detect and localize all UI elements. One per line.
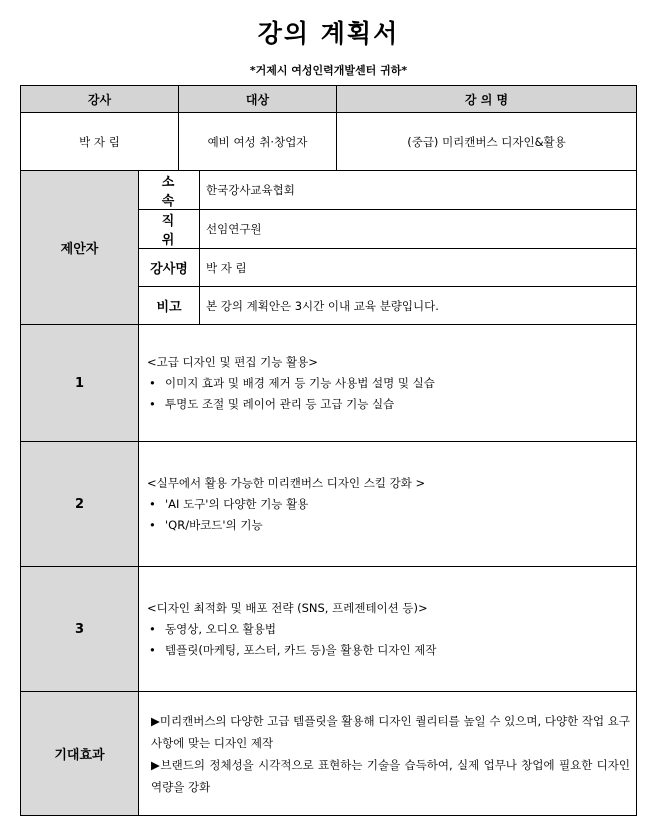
header-row <box>21 86 637 113</box>
affiliation-value: 한국강사교육협회 <box>200 171 637 210</box>
session-row-1 <box>21 325 637 442</box>
affiliation-label: 소 속 <box>139 171 200 210</box>
list-item: • 템플릿(마케팅, 포스터, 카드 등)을 활용한 디자인 제작 <box>147 640 630 661</box>
lecturer-name-value: 박 자 림 <box>200 249 637 287</box>
session-bullets <box>147 619 630 661</box>
list-item: • 투명도 조절 및 레이어 관리 등 고급 기능 실습 <box>147 394 630 415</box>
session-number: 2 <box>21 442 139 567</box>
list-item: • 동영상, 오디오 활용법 <box>147 619 630 640</box>
session-heading: <고급 디자인 및 편집 기능 활용> <box>147 354 318 369</box>
session-number: 3 <box>21 567 139 692</box>
list-item: • 이미지 효과 및 배경 제거 등 기능 사용법 설명 및 실습 <box>147 373 630 394</box>
session-heading: <실무에서 활용 가능한 미리캔버스 디자인 스킬 강화 > <box>147 475 426 490</box>
session-content <box>139 325 637 442</box>
course-info-table <box>20 85 637 171</box>
session-heading: <디자인 최적화 및 배포 전략 (SNS, 프레젠테이션 등)> <box>147 600 428 615</box>
session-bullets <box>147 494 630 536</box>
instructor-name: 박 자 림 <box>21 113 179 171</box>
effect-line: ▶브랜드의 정체성을 시각적으로 표현하는 기술을 습득하여, 실제 업무나 창업에 필요한 디자인 역량을 강화 <box>151 757 630 794</box>
list-item: • 'AI 도구'의 다양한 기능 활용 <box>147 494 630 515</box>
info-row <box>21 113 637 171</box>
header-course: 강 의 명 <box>337 86 637 113</box>
session-number: 1 <box>21 325 139 442</box>
session-content <box>139 567 637 692</box>
header-target: 대상 <box>179 86 337 113</box>
target-audience: 예비 여성 취·창업자 <box>179 113 337 171</box>
course-name: (중급) 미리캔버스 디자인&활용 <box>337 113 637 171</box>
note-label: 비고 <box>139 287 200 325</box>
position-label: 직 위 <box>139 210 200 249</box>
proposer-label: 제안자 <box>21 171 139 325</box>
list-item: • 'QR/바코드'의 기능 <box>147 515 630 536</box>
session-bullets <box>147 373 630 415</box>
document-subtitle: *거제시 여성인력개발센터 귀하* <box>249 64 408 77</box>
effect-line: ▶미리캔버스의 다양한 고급 템플릿을 활용해 디자인 퀄리티를 높일 수 있으며, 다양한 작업 요구사항에 맞는 디자인 제작 <box>151 713 630 750</box>
note-value: 본 강의 계획안은 3시간 이내 교육 분량입니다. <box>200 287 637 325</box>
plan-table <box>20 170 637 816</box>
header-instructor: 강사 <box>21 86 179 113</box>
effect-content <box>139 692 637 816</box>
session-row-2 <box>21 442 637 567</box>
session-content <box>139 442 637 567</box>
session-row-3 <box>21 567 637 692</box>
document-title: 강의 계획서 <box>257 19 400 48</box>
position-value: 선임연구원 <box>200 210 637 249</box>
effect-row <box>21 692 637 816</box>
proposer-row-affiliation <box>21 171 637 210</box>
lecturer-name-label: 강사명 <box>139 249 200 287</box>
effect-label: 기대효과 <box>21 692 139 816</box>
